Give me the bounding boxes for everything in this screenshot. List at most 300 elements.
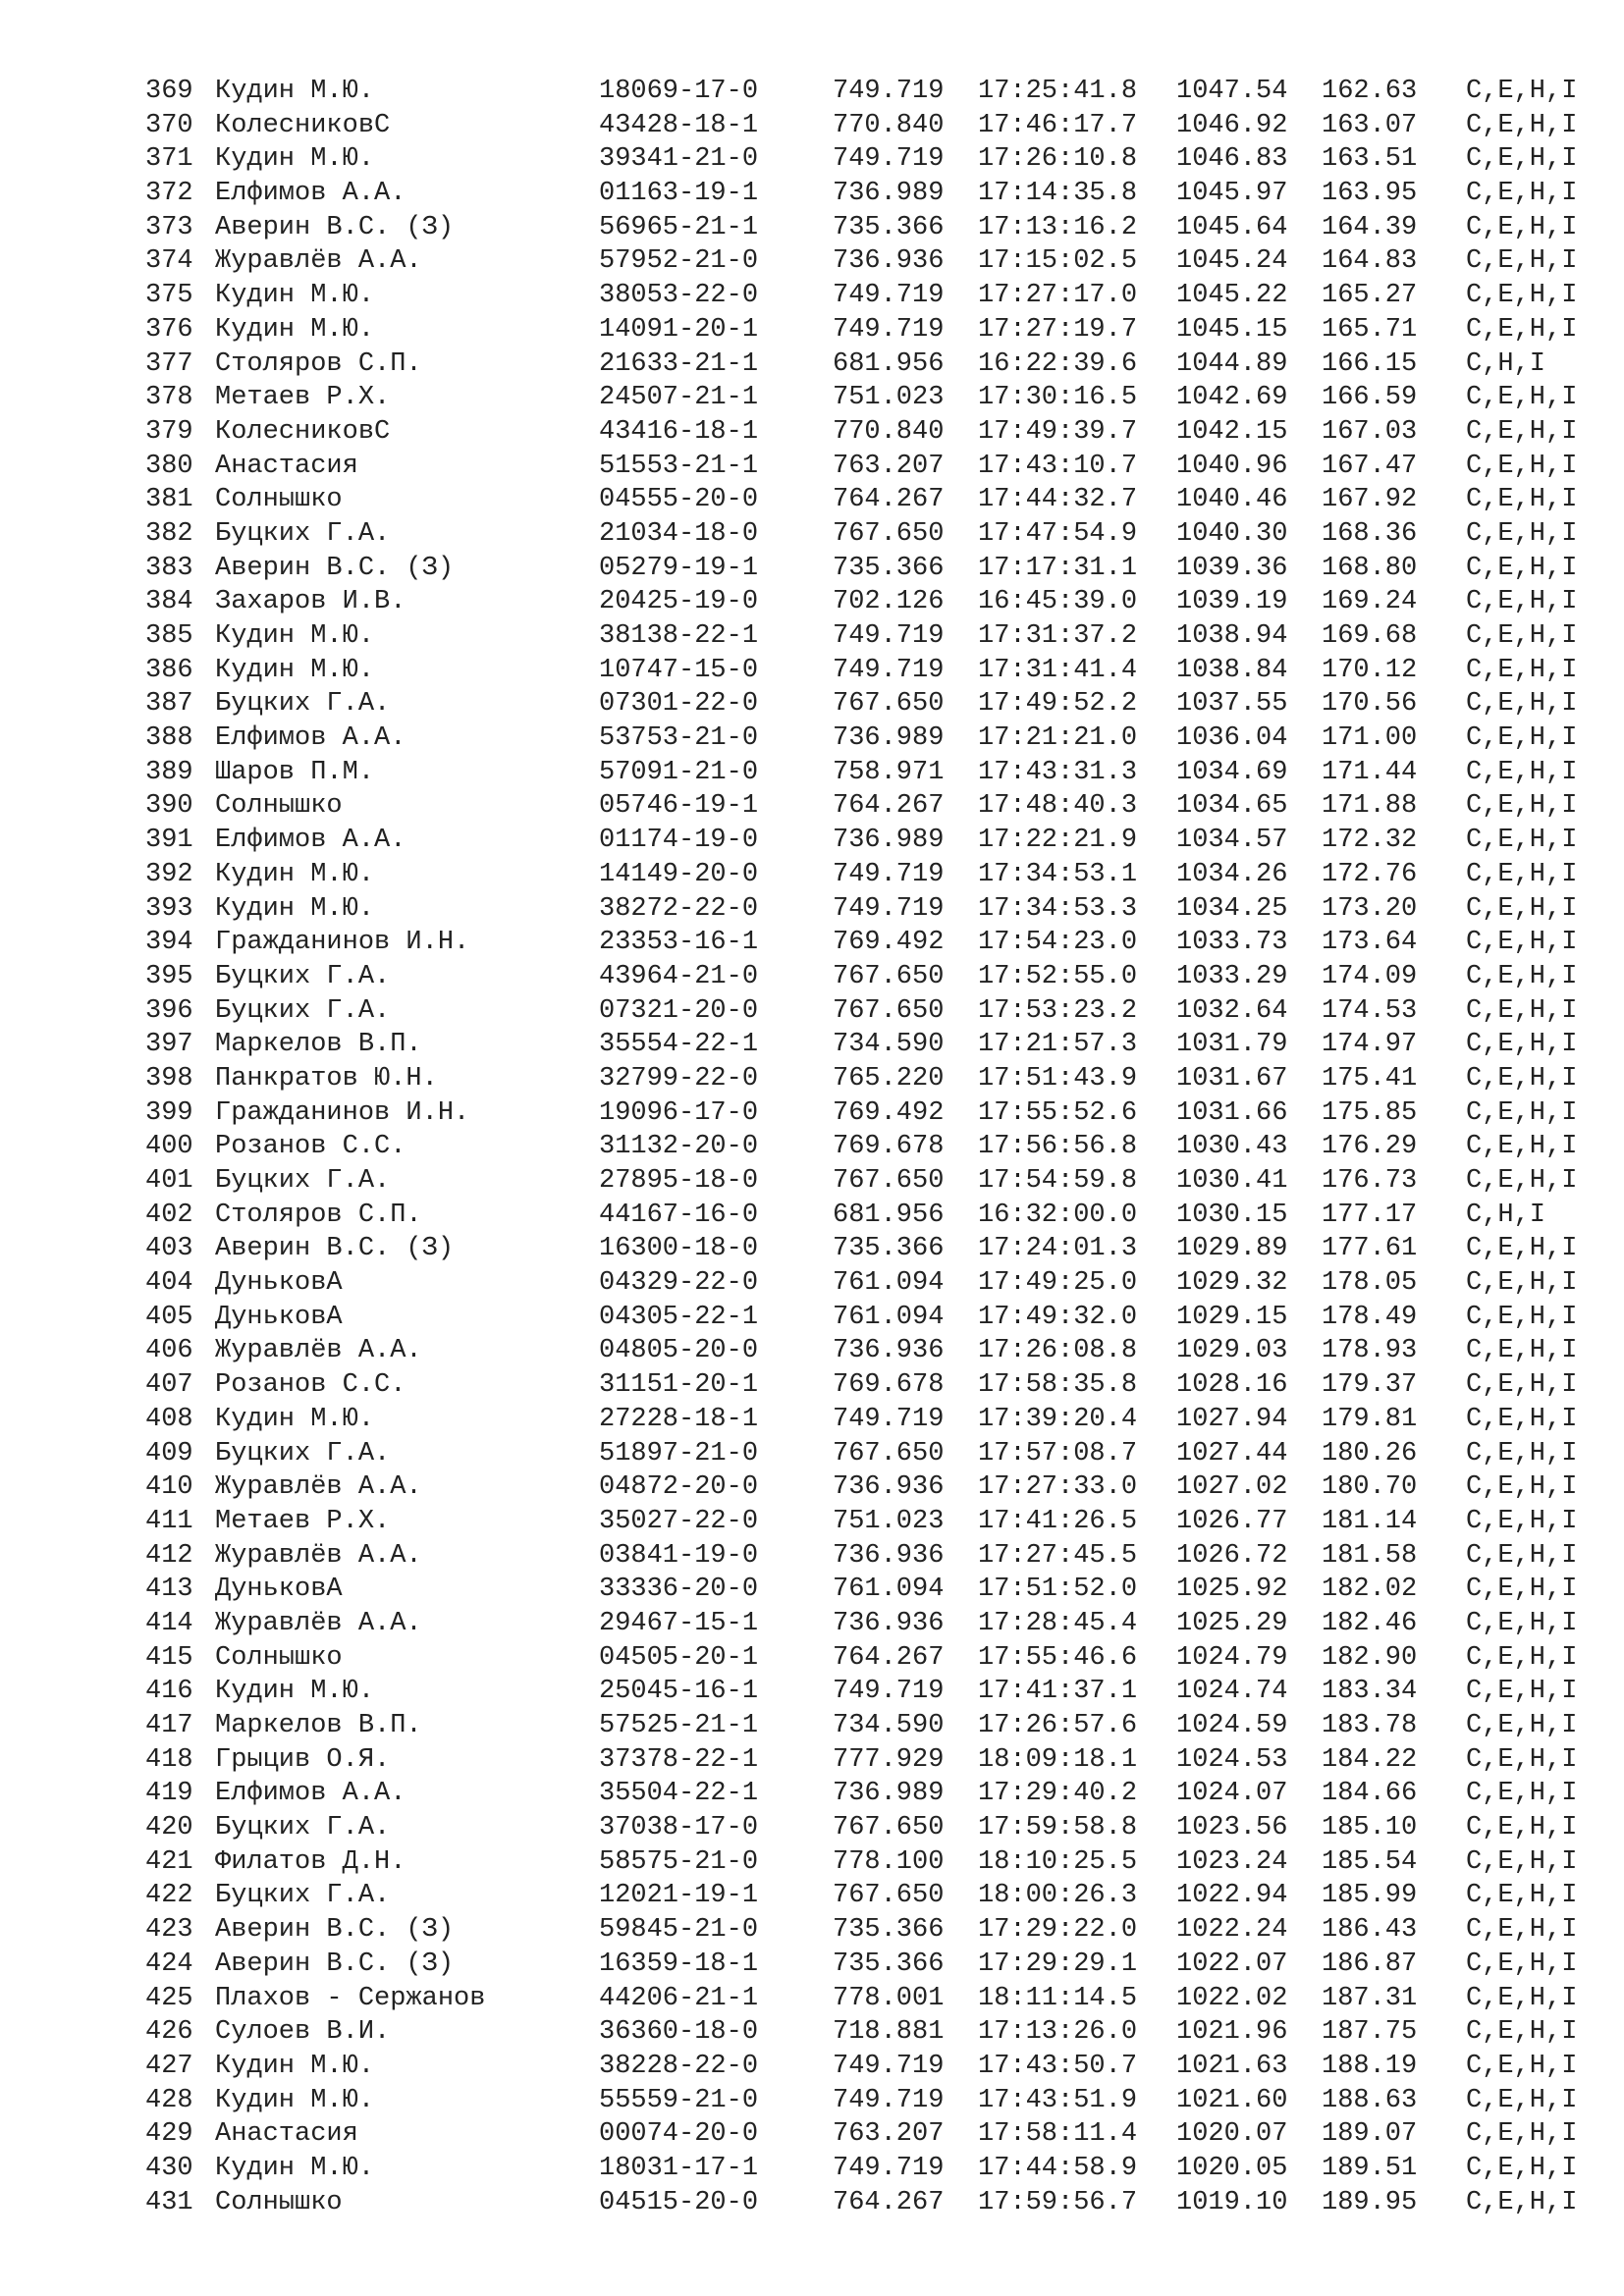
speed-value: 1031.79 xyxy=(1176,1030,1288,1060)
category-flags: C,E,H,I xyxy=(1466,1846,1578,1877)
points-value: 185.10 xyxy=(1322,1813,1418,1843)
fancier-name: Журавлёв А.А. xyxy=(215,1336,422,1366)
fancier-name: Шаров П.М. xyxy=(215,757,375,787)
points-value: 168.36 xyxy=(1322,518,1418,549)
fancier-name: Метаев Р.Х. xyxy=(215,1506,391,1536)
result-place: 425 xyxy=(145,1983,193,2013)
category-flags: C,E,H,I xyxy=(1466,1302,1578,1332)
points-value: 178.49 xyxy=(1322,1302,1418,1332)
table-row xyxy=(145,1164,1589,1199)
points-value: 184.66 xyxy=(1322,1779,1418,1809)
fancier-name: ДуньковА xyxy=(215,1268,343,1299)
table-row xyxy=(145,1232,1589,1266)
points-value: 186.87 xyxy=(1322,1949,1418,1979)
table-row xyxy=(145,2152,1589,2186)
category-flags: C,E,H,I xyxy=(1466,1506,1578,1536)
category-flags: C,E,H,I xyxy=(1466,1166,1578,1196)
arrival-time: 17:15:02.5 xyxy=(978,246,1138,277)
distance-value: 735.366 xyxy=(833,553,945,583)
speed-value: 1025.29 xyxy=(1176,1608,1288,1638)
result-place: 408 xyxy=(145,1404,193,1434)
table-row xyxy=(145,552,1589,586)
table-row xyxy=(145,721,1589,756)
points-value: 189.51 xyxy=(1322,2153,1418,2183)
ring-number: 55559-21-0 xyxy=(599,2085,759,2115)
points-value: 179.81 xyxy=(1322,1404,1418,1434)
fancier-name: Маркелов В.П. xyxy=(215,1711,422,1740)
table-row xyxy=(145,75,1589,109)
fancier-name: Елфимов А.А. xyxy=(215,723,406,754)
table-row xyxy=(145,1266,1589,1301)
category-flags: C,E,H,I xyxy=(1466,621,1578,651)
table-row xyxy=(145,789,1589,824)
fancier-name: Буцких Г.А. xyxy=(215,961,391,991)
category-flags: C,E,H,I xyxy=(1466,723,1578,754)
arrival-time: 17:21:57.3 xyxy=(978,1030,1138,1060)
category-flags: C,E,H,I xyxy=(1466,1575,1578,1605)
result-place: 370 xyxy=(145,110,193,140)
table-row xyxy=(145,109,1589,143)
distance-value: 767.650 xyxy=(833,995,945,1026)
result-place: 374 xyxy=(145,246,193,277)
arrival-time: 17:58:35.8 xyxy=(978,1370,1138,1401)
distance-value: 767.650 xyxy=(833,1166,945,1196)
distance-value: 749.719 xyxy=(833,655,945,685)
arrival-time: 16:22:39.6 xyxy=(978,348,1138,379)
ring-number: 04805-20-0 xyxy=(599,1336,759,1366)
fancier-name: Плахов - Сержанов xyxy=(215,1983,486,2013)
ring-number: 57091-21-0 xyxy=(599,757,759,787)
arrival-time: 16:32:00.0 xyxy=(978,1200,1138,1230)
result-place: 427 xyxy=(145,2051,193,2081)
points-value: 170.12 xyxy=(1322,655,1418,685)
table-row xyxy=(145,824,1589,858)
points-value: 177.17 xyxy=(1322,1200,1418,1230)
speed-value: 1034.57 xyxy=(1176,826,1288,856)
ring-number: 29467-15-1 xyxy=(599,1608,759,1638)
speed-value: 1045.15 xyxy=(1176,314,1288,345)
speed-value: 1045.22 xyxy=(1176,281,1288,311)
points-value: 188.19 xyxy=(1322,2051,1418,2081)
category-flags: C,E,H,I xyxy=(1466,110,1578,140)
distance-value: 769.678 xyxy=(833,1370,945,1401)
distance-value: 767.650 xyxy=(833,1881,945,1911)
speed-value: 1034.26 xyxy=(1176,859,1288,889)
distance-value: 736.936 xyxy=(833,1472,945,1503)
speed-value: 1030.41 xyxy=(1176,1166,1288,1196)
table-row xyxy=(145,211,1589,245)
result-place: 411 xyxy=(145,1506,193,1536)
fancier-name: Метаев Р.Х. xyxy=(215,383,391,413)
result-place: 384 xyxy=(145,587,193,617)
distance-value: 770.840 xyxy=(833,110,945,140)
speed-value: 1037.55 xyxy=(1176,689,1288,720)
fancier-name: Кудин М.Ю. xyxy=(215,144,375,175)
speed-value: 1029.89 xyxy=(1176,1234,1288,1264)
fancier-name: Кудин М.Ю. xyxy=(215,859,375,889)
points-value: 167.92 xyxy=(1322,485,1418,515)
distance-value: 765.220 xyxy=(833,1063,945,1094)
table-row xyxy=(145,1743,1589,1778)
arrival-time: 17:31:41.4 xyxy=(978,655,1138,685)
points-value: 187.75 xyxy=(1322,2017,1418,2048)
category-flags: C,E,H,I xyxy=(1466,1813,1578,1843)
distance-value: 769.678 xyxy=(833,1132,945,1162)
result-place: 424 xyxy=(145,1949,193,1979)
speed-value: 1026.72 xyxy=(1176,1540,1288,1571)
table-row xyxy=(145,244,1589,279)
arrival-time: 17:49:25.0 xyxy=(978,1268,1138,1299)
arrival-time: 17:49:32.0 xyxy=(978,1302,1138,1332)
category-flags: C,E,H,I xyxy=(1466,1097,1578,1128)
speed-value: 1033.73 xyxy=(1176,928,1288,958)
category-flags: C,E,H,I xyxy=(1466,416,1578,447)
points-value: 174.09 xyxy=(1322,961,1418,991)
fancier-name: Елфимов А.А. xyxy=(215,1779,406,1809)
speed-value: 1042.15 xyxy=(1176,416,1288,447)
ring-number: 56965-21-1 xyxy=(599,212,759,242)
speed-value: 1022.24 xyxy=(1176,1915,1288,1946)
ring-number: 38228-22-0 xyxy=(599,2051,759,2081)
ring-number: 04872-20-0 xyxy=(599,1472,759,1503)
ring-number: 12021-19-1 xyxy=(599,1881,759,1911)
arrival-time: 17:27:19.7 xyxy=(978,314,1138,345)
category-flags: C,E,H,I xyxy=(1466,144,1578,175)
table-row xyxy=(145,1948,1589,1982)
arrival-time: 17:53:23.2 xyxy=(978,995,1138,1026)
ring-number: 57952-21-0 xyxy=(599,246,759,277)
arrival-time: 17:31:37.2 xyxy=(978,621,1138,651)
category-flags: C,E,H,I xyxy=(1466,1779,1578,1809)
speed-value: 1021.96 xyxy=(1176,2017,1288,2048)
arrival-time: 17:46:17.7 xyxy=(978,110,1138,140)
results-table xyxy=(145,75,1589,2219)
speed-value: 1042.69 xyxy=(1176,383,1288,413)
distance-value: 749.719 xyxy=(833,859,945,889)
points-value: 179.37 xyxy=(1322,1370,1418,1401)
ring-number: 05279-19-1 xyxy=(599,553,759,583)
arrival-time: 17:59:56.7 xyxy=(978,2187,1138,2217)
ring-number: 14149-20-0 xyxy=(599,859,759,889)
category-flags: C,H,I xyxy=(1466,348,1546,379)
table-row xyxy=(145,450,1589,484)
category-flags: C,E,H,I xyxy=(1466,246,1578,277)
result-place: 373 xyxy=(145,212,193,242)
points-value: 172.32 xyxy=(1322,826,1418,856)
points-value: 169.68 xyxy=(1322,621,1418,651)
fancier-name: Гражданинов И.Н. xyxy=(215,1097,470,1128)
ring-number: 44167-16-0 xyxy=(599,1200,759,1230)
distance-value: 735.366 xyxy=(833,1949,945,1979)
ring-number: 38272-22-0 xyxy=(599,893,759,924)
arrival-time: 17:13:26.0 xyxy=(978,2017,1138,2048)
table-row xyxy=(145,2186,1589,2220)
points-value: 189.95 xyxy=(1322,2187,1418,2217)
distance-value: 770.840 xyxy=(833,416,945,447)
distance-value: 778.100 xyxy=(833,1846,945,1877)
distance-value: 764.267 xyxy=(833,485,945,515)
ring-number: 53753-21-0 xyxy=(599,723,759,754)
category-flags: C,E,H,I xyxy=(1466,1438,1578,1468)
speed-value: 1020.05 xyxy=(1176,2153,1288,2183)
fancier-name: Столяров С.П. xyxy=(215,1200,422,1230)
ring-number: 39341-21-0 xyxy=(599,144,759,175)
result-place: 413 xyxy=(145,1575,193,1605)
result-place: 396 xyxy=(145,995,193,1026)
table-row xyxy=(145,1437,1589,1471)
result-place: 377 xyxy=(145,348,193,379)
ring-number: 00074-20-0 xyxy=(599,2119,759,2150)
table-row xyxy=(145,1607,1589,1641)
distance-value: 749.719 xyxy=(833,144,945,175)
arrival-time: 17:52:55.0 xyxy=(978,961,1138,991)
speed-value: 1039.19 xyxy=(1176,587,1288,617)
distance-value: 736.936 xyxy=(833,246,945,277)
distance-value: 763.207 xyxy=(833,2119,945,2150)
category-flags: C,E,H,I xyxy=(1466,77,1578,106)
result-place: 428 xyxy=(145,2085,193,2115)
speed-value: 1022.02 xyxy=(1176,1983,1288,2013)
category-flags: C,E,H,I xyxy=(1466,383,1578,413)
table-row xyxy=(145,2117,1589,2152)
result-place: 412 xyxy=(145,1540,193,1571)
result-place: 431 xyxy=(145,2187,193,2217)
distance-value: 749.719 xyxy=(833,621,945,651)
distance-value: 736.989 xyxy=(833,1779,945,1809)
fancier-name: Аверин В.С. (З) xyxy=(215,212,455,242)
fancier-name: Кудин М.Ю. xyxy=(215,2153,375,2183)
points-value: 173.20 xyxy=(1322,893,1418,924)
category-flags: C,E,H,I xyxy=(1466,485,1578,515)
fancier-name: Кудин М.Ю. xyxy=(215,314,375,345)
result-place: 401 xyxy=(145,1166,193,1196)
ring-number: 07321-20-0 xyxy=(599,995,759,1026)
result-place: 376 xyxy=(145,314,193,345)
distance-value: 681.956 xyxy=(833,348,945,379)
speed-value: 1023.56 xyxy=(1176,1813,1288,1843)
category-flags: C,E,H,I xyxy=(1466,791,1578,822)
points-value: 168.80 xyxy=(1322,553,1418,583)
points-value: 180.70 xyxy=(1322,1472,1418,1503)
category-flags: C,E,H,I xyxy=(1466,1642,1578,1673)
distance-value: 681.956 xyxy=(833,1200,945,1230)
ring-number: 25045-16-1 xyxy=(599,1677,759,1707)
distance-value: 769.492 xyxy=(833,928,945,958)
table-row xyxy=(145,926,1589,960)
points-value: 180.26 xyxy=(1322,1438,1418,1468)
points-value: 172.76 xyxy=(1322,859,1418,889)
ring-number: 36360-18-0 xyxy=(599,2017,759,2048)
ring-number: 04555-20-0 xyxy=(599,485,759,515)
result-place: 379 xyxy=(145,416,193,447)
points-value: 163.51 xyxy=(1322,144,1418,175)
table-row xyxy=(145,347,1589,382)
category-flags: C,E,H,I xyxy=(1466,1677,1578,1707)
distance-value: 734.590 xyxy=(833,1030,945,1060)
fancier-name: Грыцив О.Я. xyxy=(215,1744,391,1775)
category-flags: C,E,H,I xyxy=(1466,1336,1578,1366)
distance-value: 735.366 xyxy=(833,1915,945,1946)
result-place: 369 xyxy=(145,77,193,106)
category-flags: C,E,H,I xyxy=(1466,587,1578,617)
arrival-time: 17:22:21.9 xyxy=(978,826,1138,856)
distance-value: 749.719 xyxy=(833,2153,945,2183)
arrival-time: 17:14:35.8 xyxy=(978,179,1138,209)
table-row xyxy=(145,1368,1589,1403)
distance-value: 749.719 xyxy=(833,314,945,345)
table-row xyxy=(145,279,1589,313)
distance-value: 761.094 xyxy=(833,1268,945,1299)
speed-value: 1039.36 xyxy=(1176,553,1288,583)
points-value: 175.85 xyxy=(1322,1097,1418,1128)
result-place: 430 xyxy=(145,2153,193,2183)
category-flags: C,E,H,I xyxy=(1466,1472,1578,1503)
ring-number: 37378-22-1 xyxy=(599,1744,759,1775)
result-place: 400 xyxy=(145,1132,193,1162)
arrival-time: 17:29:40.2 xyxy=(978,1779,1138,1809)
category-flags: C,E,H,I xyxy=(1466,928,1578,958)
speed-value: 1040.96 xyxy=(1176,451,1288,481)
points-value: 183.34 xyxy=(1322,1677,1418,1707)
arrival-time: 17:26:08.8 xyxy=(978,1336,1138,1366)
ring-number: 04505-20-1 xyxy=(599,1642,759,1673)
speed-value: 1045.97 xyxy=(1176,179,1288,209)
ring-number: 31132-20-0 xyxy=(599,1132,759,1162)
arrival-time: 17:24:01.3 xyxy=(978,1234,1138,1264)
points-value: 181.58 xyxy=(1322,1540,1418,1571)
result-place: 395 xyxy=(145,961,193,991)
distance-value: 749.719 xyxy=(833,893,945,924)
arrival-time: 17:55:46.6 xyxy=(978,1642,1138,1673)
table-row xyxy=(145,687,1589,721)
speed-value: 1027.02 xyxy=(1176,1472,1288,1503)
category-flags: C,E,H,I xyxy=(1466,859,1578,889)
speed-value: 1040.46 xyxy=(1176,485,1288,515)
table-row xyxy=(145,1913,1589,1948)
category-flags: C,E,H,I xyxy=(1466,826,1578,856)
fancier-name: Кудин М.Ю. xyxy=(215,621,375,651)
category-flags: C,E,H,I xyxy=(1466,2119,1578,2150)
arrival-time: 17:43:10.7 xyxy=(978,451,1138,481)
fancier-name: Анастасия xyxy=(215,2119,358,2150)
arrival-time: 17:58:11.4 xyxy=(978,2119,1138,2150)
fancier-name: Гражданинов И.Н. xyxy=(215,928,470,958)
speed-value: 1024.74 xyxy=(1176,1677,1288,1707)
arrival-time: 17:47:54.9 xyxy=(978,518,1138,549)
result-place: 399 xyxy=(145,1097,193,1128)
fancier-name: Кудин М.Ю. xyxy=(215,1677,375,1707)
arrival-time: 17:43:51.9 xyxy=(978,2085,1138,2115)
ring-number: 51553-21-1 xyxy=(599,451,759,481)
fancier-name: Кудин М.Ю. xyxy=(215,2085,375,2115)
fancier-name: Буцких Г.А. xyxy=(215,518,391,549)
fancier-name: Журавлёв А.А. xyxy=(215,1472,422,1503)
category-flags: C,E,H,I xyxy=(1466,1711,1578,1740)
fancier-name: Буцких Г.А. xyxy=(215,1813,391,1843)
result-place: 414 xyxy=(145,1608,193,1638)
result-place: 410 xyxy=(145,1472,193,1503)
table-row xyxy=(145,619,1589,654)
ring-number: 43428-18-1 xyxy=(599,110,759,140)
distance-value: 767.650 xyxy=(833,961,945,991)
speed-value: 1022.94 xyxy=(1176,1881,1288,1911)
ring-number: 35504-22-1 xyxy=(599,1779,759,1809)
category-flags: C,E,H,I xyxy=(1466,995,1578,1026)
result-place: 429 xyxy=(145,2119,193,2150)
arrival-time: 17:41:37.1 xyxy=(978,1677,1138,1707)
arrival-time: 17:39:20.4 xyxy=(978,1404,1138,1434)
table-row xyxy=(145,1573,1589,1607)
arrival-time: 17:29:22.0 xyxy=(978,1915,1138,1946)
points-value: 166.59 xyxy=(1322,383,1418,413)
table-row xyxy=(145,1301,1589,1335)
speed-value: 1030.43 xyxy=(1176,1132,1288,1162)
points-value: 182.46 xyxy=(1322,1608,1418,1638)
category-flags: C,E,H,I xyxy=(1466,518,1578,549)
table-row xyxy=(145,858,1589,892)
distance-value: 749.719 xyxy=(833,2085,945,2115)
speed-value: 1025.92 xyxy=(1176,1575,1288,1605)
distance-value: 735.366 xyxy=(833,1234,945,1264)
arrival-time: 17:34:53.1 xyxy=(978,859,1138,889)
ring-number: 27228-18-1 xyxy=(599,1404,759,1434)
fancier-name: Маркелов В.П. xyxy=(215,1030,422,1060)
category-flags: C,E,H,I xyxy=(1466,2085,1578,2115)
speed-value: 1032.64 xyxy=(1176,995,1288,1026)
ring-number: 21633-21-1 xyxy=(599,348,759,379)
distance-value: 736.989 xyxy=(833,826,945,856)
ring-number: 59845-21-0 xyxy=(599,1915,759,1946)
result-place: 417 xyxy=(145,1711,193,1740)
fancier-name: КолесниковС xyxy=(215,416,391,447)
table-row xyxy=(145,483,1589,517)
distance-value: 769.492 xyxy=(833,1097,945,1128)
ring-number: 04305-22-1 xyxy=(599,1302,759,1332)
distance-value: 751.023 xyxy=(833,1506,945,1536)
speed-value: 1019.10 xyxy=(1176,2187,1288,2217)
speed-value: 1034.69 xyxy=(1176,757,1288,787)
fancier-name: Кудин М.Ю. xyxy=(215,77,375,106)
arrival-time: 17:51:43.9 xyxy=(978,1063,1138,1094)
result-place: 390 xyxy=(145,791,193,822)
fancier-name: Елфимов А.А. xyxy=(215,179,406,209)
ring-number: 38053-22-0 xyxy=(599,281,759,311)
speed-value: 1021.60 xyxy=(1176,2085,1288,2115)
points-value: 171.44 xyxy=(1322,757,1418,787)
table-row xyxy=(145,1539,1589,1574)
speed-value: 1034.25 xyxy=(1176,893,1288,924)
category-flags: C,E,H,I xyxy=(1466,2051,1578,2081)
ring-number: 32799-22-0 xyxy=(599,1063,759,1094)
ring-number: 38138-22-1 xyxy=(599,621,759,651)
result-place: 402 xyxy=(145,1200,193,1230)
ring-number: 18069-17-0 xyxy=(599,77,759,106)
speed-value: 1024.79 xyxy=(1176,1642,1288,1673)
result-place: 403 xyxy=(145,1234,193,1264)
table-row xyxy=(145,313,1589,347)
ring-number: 03841-19-0 xyxy=(599,1540,759,1571)
table-row xyxy=(145,1334,1589,1368)
ring-number: 57525-21-1 xyxy=(599,1711,759,1740)
arrival-time: 17:25:41.8 xyxy=(978,77,1138,106)
category-flags: C,E,H,I xyxy=(1466,1132,1578,1162)
ring-number: 44206-21-1 xyxy=(599,1983,759,2013)
distance-value: 758.971 xyxy=(833,757,945,787)
ring-number: 43416-18-1 xyxy=(599,416,759,447)
result-place: 397 xyxy=(145,1030,193,1060)
speed-value: 1034.65 xyxy=(1176,791,1288,822)
fancier-name: Панкратов Ю.Н. xyxy=(215,1063,438,1094)
